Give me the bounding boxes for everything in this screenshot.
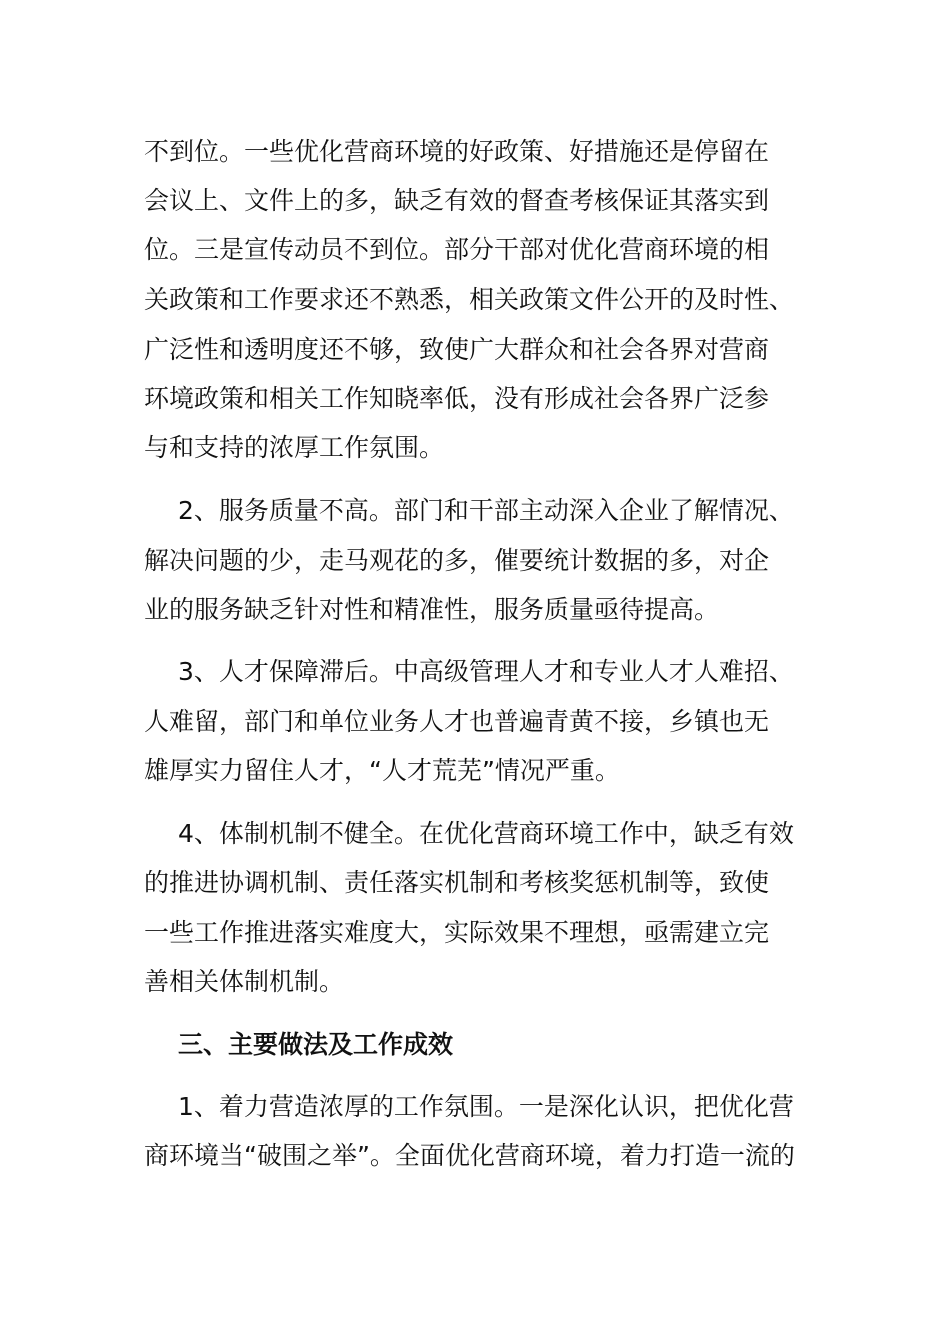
paragraph-line: 不到位。一些优化营商环境的好政策、好措施还是停留在 (144, 137, 770, 166)
paragraph-line: 人难留，部门和单位业务人才也普遍青黄不接，乡镇也无 (144, 707, 770, 736)
paragraph-line: 广泛性和透明度还不够，致使广大群众和社会各界对营商 (144, 335, 770, 364)
paragraph-line: 的推进协调机制、责任落实机制和考核奖惩机制等，致使 (144, 868, 770, 897)
paragraph-line: 位。三是宣传动员不到位。部分干部对优化营商环境的相 (144, 235, 770, 264)
paragraph-first-line: 1、着力营造浓厚的工作氛围。一是深化认识，把优化营 (178, 1092, 794, 1121)
paragraph-line: 会议上、文件上的多，缺乏有效的督查考核保证其落实到 (144, 186, 770, 215)
paragraph-first-line: 4、体制机制不健全。在优化营商环境工作中，缺乏有效 (178, 819, 794, 848)
paragraph-line: 环境政策和相关工作知晓率低，没有形成社会各界广泛参 (144, 384, 770, 413)
paragraph-line: 一些工作推进落实难度大，实际效果不理想，亟需建立完 (144, 918, 770, 947)
paragraph-line: 关政策和工作要求还不熟悉，相关政策文件公开的及时性、 (144, 285, 795, 314)
paragraph-line: 雄厚实力留住人才，“人才荒芜”情况严重。 (144, 756, 620, 785)
paragraph-line: 解决问题的少，走马观花的多，催要统计数据的多，对企 (144, 546, 770, 575)
paragraph-line: 业的服务缺乏针对性和精准性，服务质量亟待提高。 (144, 595, 720, 624)
section-heading: 三、主要做法及工作成效 (178, 1030, 454, 1059)
paragraph-line: 与和支持的浓厚工作氛围。 (144, 433, 445, 462)
paragraph-line: 商环境当“破围之举”。全面优化营商环境，着力打造一流的 (144, 1141, 795, 1170)
paragraph-first-line: 2、服务质量不高。部门和干部主动深入企业了解情况、 (178, 496, 794, 525)
paragraph-first-line: 3、人才保障滞后。中高级管理人才和专业人才人难招、 (178, 657, 794, 686)
paragraph-line: 善相关体制机制。 (144, 967, 345, 996)
